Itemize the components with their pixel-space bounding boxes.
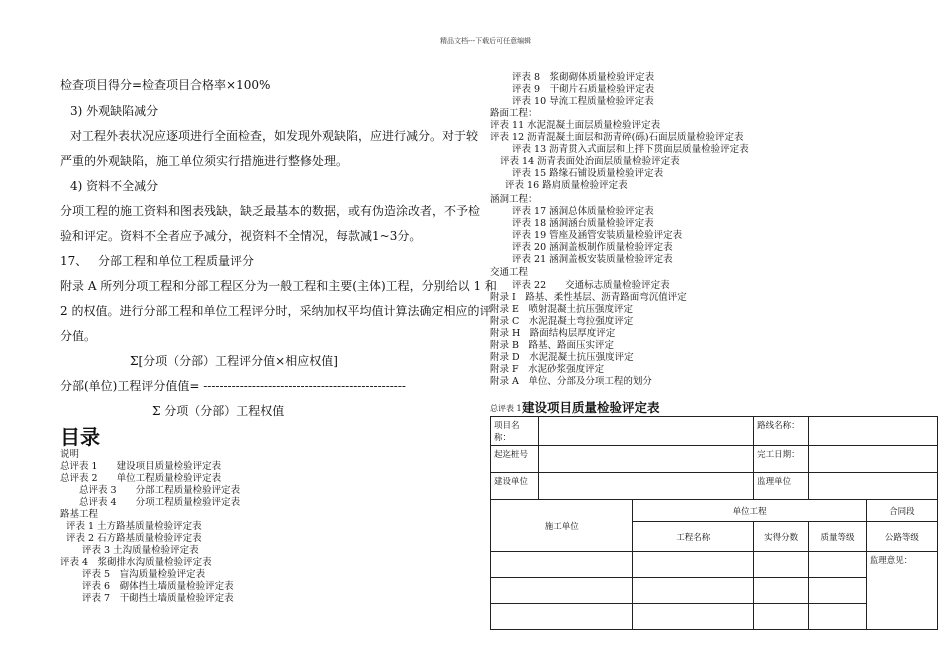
table-cell[interactable] <box>809 552 866 578</box>
quality-evaluation-table <box>490 416 938 630</box>
toc-item: 评表 22 交通标志质量检验评定表 <box>512 280 670 291</box>
toc-item: 附录 I 路基、柔性基层、沥青路面弯沉值评定 <box>490 292 687 303</box>
table-cell[interactable] <box>491 552 633 578</box>
section-heading: 分部工程和单位工程质量评分 <box>98 254 255 268</box>
table-cell[interactable] <box>809 604 866 630</box>
score-col: 实得分数 <box>754 522 809 552</box>
section-number: 17、 <box>60 254 88 268</box>
road-grade-col: 公路等级 <box>866 522 937 552</box>
toc-item: 评表 20 涵洞盖板制作质量检验评定表 <box>512 242 673 253</box>
toc-item: 评表 1 土方路基质量检验评定表 <box>66 521 202 532</box>
route-name-label: 路线名称： <box>754 417 809 446</box>
toc-item: 评表 6 砌体挡土墙质量检验评定表 <box>82 581 234 592</box>
table-cell[interactable] <box>754 552 809 578</box>
para-line: 严重的外观缺陷，施工单位须实行措施进行整修处理。 <box>60 154 349 168</box>
unit-project-header: 单位工程 <box>633 500 866 522</box>
supervise-unit-value[interactable] <box>809 473 938 500</box>
table-cell[interactable] <box>633 578 754 604</box>
para-line: 分值。 <box>60 329 97 343</box>
supervise-unit-label: 监理单位 <box>754 473 809 500</box>
score-formula-line: 检查项目得分=检查项目合格率×100% <box>60 78 271 92</box>
toc-item: 附录 D 水泥混凝土抗压强度评定 <box>490 352 634 363</box>
toc-item: 评表 15 路缘石铺设质量检验评定表 <box>512 168 664 179</box>
para-line: 分项工程的施工资料和图表残缺，缺乏最基本的数据，或有伪造涂改者，不予检 <box>60 204 481 218</box>
stake-value[interactable] <box>539 446 754 473</box>
route-name-value[interactable] <box>809 417 938 446</box>
toc-item: 评表 16 路肩质量检验评定表 <box>505 180 628 191</box>
toc-item: 评表 5 盲沟质量检验评定表 <box>82 569 206 580</box>
build-unit-label: 建设单位 <box>491 473 539 500</box>
table-cell[interactable] <box>491 604 633 630</box>
toc-item: 评表 14 沥青表面处治面层质量检验评定表 <box>500 156 680 167</box>
toc-item: 评表 19 管座及涵管安装质量检验评定表 <box>512 230 683 241</box>
toc-item: 总评表 4 分项工程质量检验评定表 <box>79 497 241 508</box>
toc-item: 总评表 3 分部工程质量检验评定表 <box>79 485 241 496</box>
para-line: 验和评定。资料不全者应予减分，视资料不全情况，每款减1~3分。 <box>60 229 422 243</box>
complete-date-value[interactable] <box>809 446 938 473</box>
toc-item: 评表 12 沥青混凝土面层和沥青碎(砾)石面层质量检验评定表 <box>490 132 744 143</box>
build-unit-value[interactable] <box>539 473 754 500</box>
table-cell[interactable] <box>754 578 809 604</box>
heading-incomplete-docs: 4) 资料不全减分 <box>70 179 159 193</box>
complete-date-label: 完工日期： <box>754 446 809 473</box>
formula-denominator: Σ 分项（分部）工程权值 <box>152 404 285 418</box>
toc-item: 总评表 2 单位工程质量检验评定表 <box>60 473 222 484</box>
toc-item: 评表 8 浆砌砌体质量检验评定表 <box>512 72 655 83</box>
table-cell[interactable] <box>809 578 866 604</box>
contract-section-header: 合同段 <box>866 500 937 522</box>
toc-item: 路基工程 <box>60 509 99 520</box>
table-cell[interactable] <box>491 578 633 604</box>
table-cell[interactable] <box>633 604 754 630</box>
formula-numerator: Σ[分项（分部）工程评分值×相应权值] <box>130 354 338 368</box>
toc-item: 说明 <box>60 449 80 460</box>
para-line: 附录 A 所列分项工程和分部工程区分为一般工程和主要(主体)工程，分别给以 1 和 <box>60 279 497 293</box>
para-line: 2 的权值。进行分部工程和单位工程评分时，采纳加权平均值计算法确定相应的评 <box>60 304 492 318</box>
toc-item: 评表 7 干砌挡土墙质量检验评定表 <box>82 593 234 604</box>
toc-item: 附录 B 路基、路面压实评定 <box>490 340 615 351</box>
toc-title: 目录 <box>60 425 100 449</box>
construct-unit-label: 施工单位 <box>491 500 633 552</box>
toc-item: 涵洞工程： <box>490 194 538 205</box>
toc-item: 评表 13 沥青贯入式面层和上拌下贯面层质量检验评定表 <box>512 144 749 155</box>
toc-item: 评表 21 涵洞盖板安装质量检验评定表 <box>512 254 673 265</box>
toc-item: 评表 11 水泥混凝土面层质量检验评定表 <box>490 120 661 131</box>
table-cell[interactable] <box>633 552 754 578</box>
toc-item: 评表 17 涵洞总体质量检验评定表 <box>512 206 654 217</box>
heading-appearance: 3) 外观缺陷减分 <box>70 104 159 118</box>
toc-item: 评表 10 导流工程质量检验评定表 <box>512 96 654 107</box>
para-line: 对工程外表状况应逐项进行全面检查，如发现外观缺陷，应进行减分。对于较 <box>70 129 479 143</box>
toc-item: 路面工程： <box>490 108 538 119</box>
stake-label: 起迄桩号 <box>491 446 539 473</box>
toc-item: 附录 H 路面结构层厚度评定 <box>490 328 616 339</box>
form-title: 建设项目质量检验评定表 <box>522 400 660 415</box>
toc-item: 附录 F 水泥砂浆强度评定 <box>490 364 605 375</box>
toc-item: 评表 18 涵洞涵台质量检验评定表 <box>512 218 654 229</box>
project-name-label: 项目名称： <box>491 417 539 446</box>
toc-item: 附录 E 喷射混凝土抗压强度评定 <box>490 304 633 315</box>
project-name-value[interactable] <box>539 417 754 446</box>
page-header: 精品文档---下载后可任意编辑 <box>440 37 532 45</box>
toc-item: 评表 4 浆砌排水沟质量检验评定表 <box>60 557 212 568</box>
grade-col: 质量等级 <box>809 522 866 552</box>
toc-item: 评表 2 石方路基质量检验评定表 <box>66 533 202 544</box>
toc-item: 总评表 1 建设项目质量检验评定表 <box>60 461 222 472</box>
toc-item: 评表 9 干砌片石质量检验评定表 <box>512 84 655 95</box>
formula-lhs: 分部(单位)工程评分值值= -------------------------------------------------- <box>60 379 406 393</box>
toc-item: 附录 A 单位、分部及分项工程的划分 <box>490 376 652 387</box>
toc-item: 交通工程 <box>490 267 529 278</box>
form-subtitle: 总评表 1 <box>490 404 522 413</box>
supervision-opinion[interactable]: 监理意见： <box>866 552 937 630</box>
project-name-col: 工程名称 <box>633 522 754 552</box>
toc-item: 评表 3 土沟质量检验评定表 <box>82 545 199 556</box>
table-cell[interactable] <box>754 604 809 630</box>
toc-item: 附录 C 水泥混凝土弯拉强度评定 <box>490 316 634 327</box>
